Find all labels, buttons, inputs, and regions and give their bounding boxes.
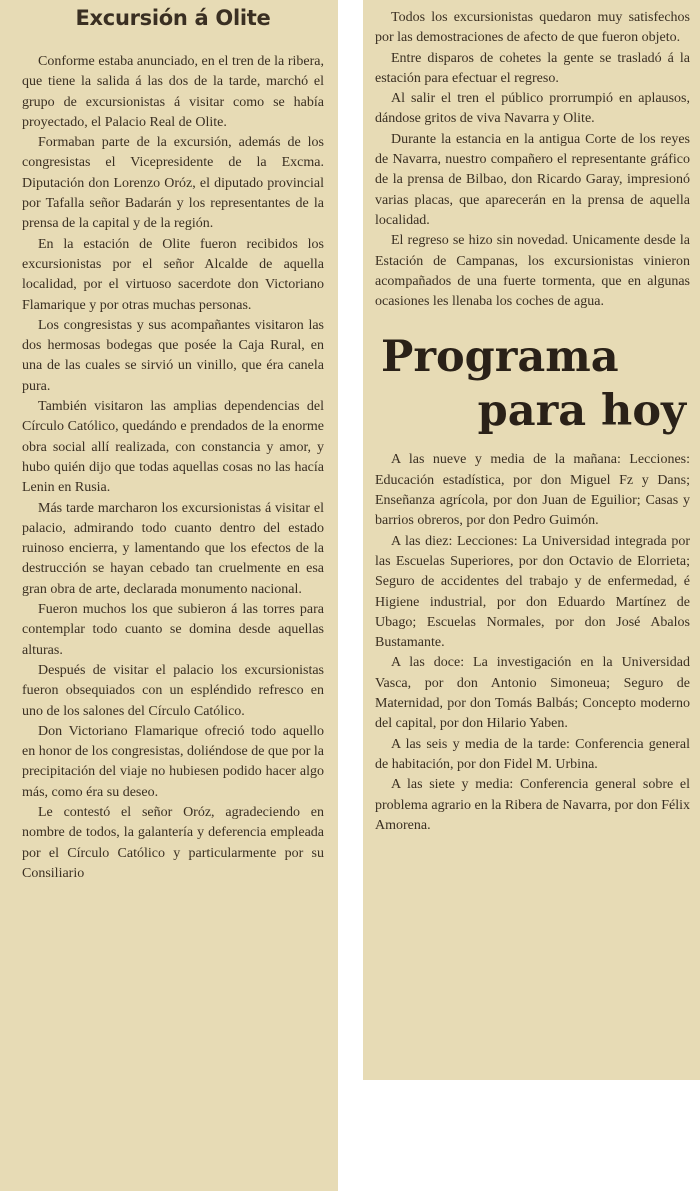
article-paragraph: Conforme estaba anunciado, en el tren de la ribera, que tiene la salida á las dos de la tarde, marchó el grupo de excursionistas á visitar como se había proyectado, el Palacio Real de Olite. <box>22 54 324 130</box>
article-paragraph: También visitaron las amplias dependencias del Círculo Católico, quedándo e prendados de la enorme obra social allí realizada, con constancia y amor, y hubo quién dijo que todas aquellas cosas no las hacía Lenin en Rusia. <box>22 399 324 496</box>
article-paragraph: Don Victoriano Flamarique ofreció todo aquello en honor de los congresistas, doliéndose de que por la precipitación del viaje no hubiesen podido hacer algo más, como éra su deseo. <box>22 723 324 800</box>
article-paragraph: Los congresistas y sus acompañantes visitaron las dos hermosas bodegas que posée la Caja Rural, en una de las cuales se sirvió un vinillo, que éra canela pura. <box>22 317 324 394</box>
article-paragraph: Fueron muchos los que subieron á las torres para contemplar todo cuanto se domina desde aquellas alturas. <box>22 602 324 658</box>
program-item: A las siete y media: Conferencia general sobre el problema agrario en la Ribera de Navarra, por don Félix Amorena. <box>375 777 690 833</box>
article-paragraph: El regreso se hizo sin novedad. Unicamente desde la Estación de Campanas, los excursionistas vinieron acompañados de una fuerte tormenta, que en algunas ocasiones les llenaba los coches de agua. <box>375 233 690 310</box>
article-paragraph: Después de visitar el palacio los excursionistas fueron obsequiados con un espléndido refresco en uno de los salones del Círculo Católico. <box>22 662 324 719</box>
article-paragraph: Le contestó el señor Oróz, agradeciendo en nombre de todos, la galantería y deferencia empleada por el Círculo Católico y particularmente por su Consiliario <box>22 804 324 881</box>
program-item: A las doce: La investigación en la Universidad Vasca, por don Antonio Simoneua; Seguro de Maternidad, por don Tomás Balbás; Concepto moderno del capital, por don Hilario Yaben. <box>375 655 690 732</box>
program-headline-line1: Programa <box>381 332 619 383</box>
article-paragraph: Entre disparos de cohetes la gente se trasladó á la estación para efectuar el regreso. <box>375 50 690 86</box>
program-item: A las diez: Lecciones: La Universidad integrada por las Escuelas Superiores, por don Octavio de Elorrieta; Seguro de accidentes del trabajo y de enfermedad, é Higiene industrial, por don Eduardo Martínez de Ubago; Escuelas Normales, por don José Abalos Bustamante. <box>375 533 690 651</box>
program-headline-line2: para hoy <box>477 386 686 437</box>
article-paragraph: Más tarde marcharon los excursionistas á visitar el palacio, admirando todo cuanto dentro del estado ruinoso encierra, y lamentando que los efectos de la destrucción se hayan cebado tan cruelmente en esa gran obra de arte, declarada monumento nacional. <box>22 500 324 597</box>
article-paragraph: En la estación de Olite fueron recibidos los excursionistas por el señor Alcalde de aquella localidad, por el virtuoso sacerdote don Victoriano Flamarique y por otras muchas personas. <box>22 236 324 313</box>
clipping-excursion-olite <box>0 0 338 1191</box>
program-item: A las nueve y media de la mañana: Lecciones: Educación estadística, por don Miguel Fz y Dans; Enseñanza agrícola, por don Juan de Eguilior; Casas y barrios obreros, por don Pedro Guimón. <box>375 452 690 529</box>
article-headline: Excursión á Olite <box>75 6 271 30</box>
article-paragraph: Todos los excursionistas quedaron muy satisfechos por las demostraciones de afecto de que fueron objeto. <box>375 10 690 46</box>
article-paragraph: Formaban parte de la excursión, además de los congresistas el Vicepresidente de la Excma. Diputación don Lorenzo Oróz, el diputado provincial por Tafalla señor Badarán y los representantes de la prensa de la capital y de la región. <box>22 135 324 232</box>
article-paragraph: Durante la estancia en la antigua Corte de los reyes de Navarra, nuestro compañero el representante gráfico de la prensa de Bilbao, don Ricardo Garay, impresionó varias placas, que aparecerán en la prensa de aquella localidad. <box>375 131 690 228</box>
program-item: A las seis y media de la tarde: Conferencia general de habitación, por don Fidel M. Urbina. <box>375 736 690 772</box>
clipping-continuation-and-program <box>363 0 700 1080</box>
program-headline <box>375 330 690 438</box>
article-paragraph: Al salir el tren el público prorrumpió en aplausos, dándose gritos de viva Navarra y Olite. <box>375 91 690 127</box>
